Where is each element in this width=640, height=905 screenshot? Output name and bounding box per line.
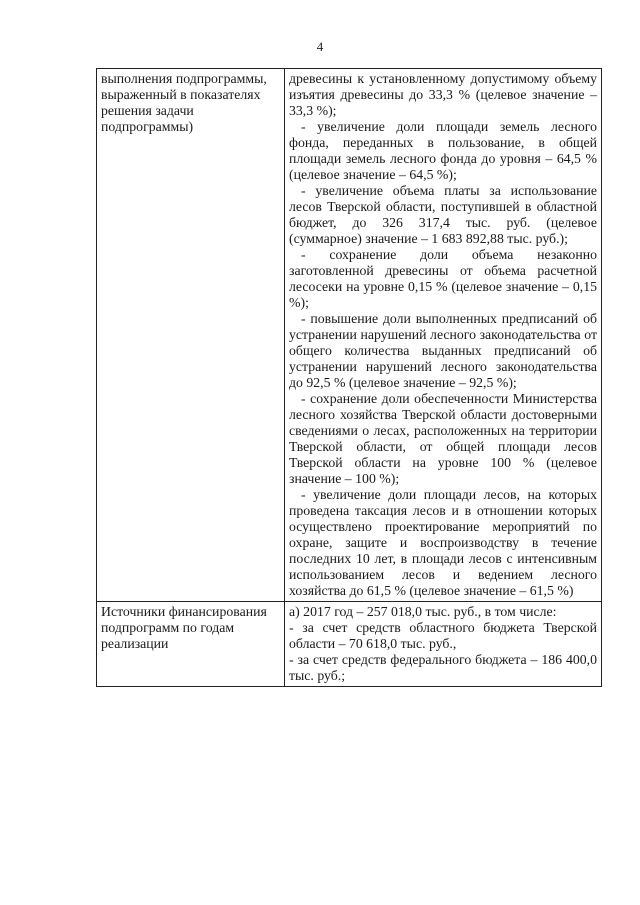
funding-line: - за счет средств областного бюджета Тверской области – 70 618,0 тыс. руб., — [289, 620, 597, 651]
indicator-paragraph: - увеличение объема платы за использование лесов Тверской области, поступившей в областной бюджет, до 326 317,4 тыс. руб. (целевое (суммарное) значение – 1 683 892,88 тыс. руб.); — [289, 183, 597, 246]
row-label-cell: выполнения подпрограммы, выраженный в показателях решения задачи подпрограммы) — [97, 69, 285, 602]
indicator-paragraph: древесины к установленному допустимому объему изъятия древесины до 33,3 % (целевое значение – 33,3 %); — [289, 71, 597, 118]
funding-line: а) 2017 год – 257 018,0 тыс. руб., в том числе: — [289, 604, 557, 619]
funding-cell — [285, 602, 602, 687]
indicator-paragraph: - увеличение доли площади лесов, на которых проведена таксация лесов и в отношении которых осуществлено проектирование мероприятий по охране, защите и воспроизводству в течение последних 10 лет, в площади лесов с интенсивным использованием лесов и ведением лесного хозяйства до 61,5 % (целевое значение – 61,5 %) — [289, 487, 597, 598]
table-row — [97, 69, 602, 602]
indicator-paragraph: - сохранение доли обеспеченности Министерства лесного хозяйства Тверской области достоверными сведениями о лесах, расположенных на территории Тверской области, от общей площади лесов Тверской области на уровне 100 % (целевое значение – 100 %); — [289, 391, 597, 486]
indicator-paragraph: - увеличение доли площади земель лесного фонда, переданных в пользование, в общей площади земель лесного фонда до уровня – 64,5 % (целевое значение – 64,5 %); — [289, 119, 597, 182]
indicator-paragraph: - повышение доли выполненных предписаний об устранении нарушений лесного законодательства от общего количества выданных предписаний об устранении нарушений лесного законодательства до 92,5 % (целевое значение – 92,5 %); — [289, 311, 597, 390]
indicators-cell — [285, 69, 602, 602]
funding-line: - за счет средств федерального бюджета – 186 400,0 тыс. руб.; — [289, 652, 597, 683]
subprogram-passport-table — [96, 68, 602, 687]
table-row — [97, 602, 602, 687]
page-number: 4 — [316, 39, 324, 54]
indicator-paragraph: - сохранение доли объема незаконно заготовленной древесины от объема расчетной лесосеки на уровне 0,15 % (целевое значение – 0,15 %); — [289, 247, 597, 310]
row-label-cell: Источники финансирования подпрограмм по годам реализации — [97, 602, 285, 687]
